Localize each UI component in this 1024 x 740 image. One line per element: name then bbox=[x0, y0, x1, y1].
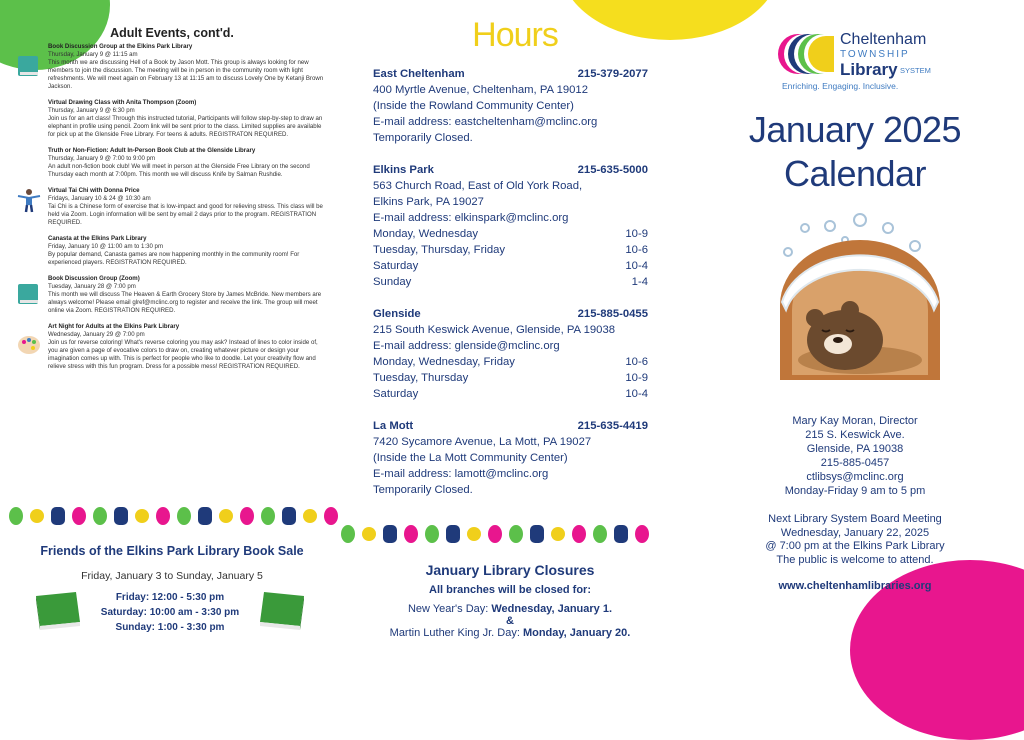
decorative-dot-border bbox=[340, 524, 650, 544]
decorative-dot-border bbox=[8, 506, 339, 526]
decorative-dot bbox=[508, 524, 524, 544]
closure-new-years bbox=[340, 603, 680, 615]
closed-book-icon bbox=[258, 592, 310, 630]
event-description: An adult non-fiction book club! We will meet in person at the Glenside Free Library on the second Thursday each month at 7:00pm. This month we will discuss Knife by Salman Rushdie. bbox=[48, 163, 310, 178]
meeting-line: @ 7:00 pm at the Elkins Park Library bbox=[765, 540, 945, 552]
branch-glenside bbox=[373, 306, 648, 402]
hours-days: Tuesday, Thursday bbox=[373, 372, 469, 384]
tai-chi-figure-icon bbox=[16, 187, 42, 213]
branch-phone: 215-635-4419 bbox=[577, 420, 648, 432]
closure-date: Wednesday, January 1. bbox=[491, 603, 613, 615]
branch-email: E-mail address: glenside@mclinc.org bbox=[373, 340, 560, 352]
branch-status: Temporarily Closed. bbox=[373, 484, 473, 496]
decorative-dot bbox=[445, 524, 461, 544]
decorative-dot bbox=[239, 506, 255, 526]
decorative-dot bbox=[340, 524, 356, 544]
decorative-dot bbox=[613, 524, 629, 544]
decorative-dot bbox=[361, 524, 377, 544]
meeting-line: The public is welcome to attend. bbox=[776, 553, 934, 566]
hours-days: Monday, Wednesday bbox=[373, 228, 479, 240]
decorative-dot bbox=[323, 506, 339, 526]
event-title: Book Discussion Group (Zoom) bbox=[48, 275, 140, 282]
decorative-dot bbox=[134, 506, 150, 526]
event-description: Join us for an art class! Through this instructed tutorial, Participants will follow step-by-step to draw an elephant in profile using pencil. Zoom link will be sent prior to the class. Limited supplies are available for pick up at the Glenside Free Library. For teens & adults. REGISTRATON REQUIRED. bbox=[48, 115, 323, 138]
branch-phone: 215-379-2077 bbox=[577, 68, 648, 80]
branch-line: 7420 Sycamore Avenue, La Mott, PA 19027 bbox=[373, 436, 592, 448]
calendar-title bbox=[720, 108, 990, 196]
event-title: Truth or Non-Fiction: Adult In-Person Book Club at the Glenside Library bbox=[48, 147, 256, 154]
hours-time: 10-4 bbox=[625, 388, 648, 400]
hours-days: Saturday bbox=[373, 388, 419, 400]
director-email: ctlibsys@mclinc.org bbox=[806, 471, 904, 483]
director-line: Glenside, PA 19038 bbox=[806, 443, 904, 455]
library-logo-mark bbox=[776, 32, 836, 76]
decorative-dot bbox=[29, 506, 45, 526]
logo-tagline: Enriching. Engaging. Inclusive. bbox=[782, 81, 899, 91]
event-title: Canasta at the Elkins Park Library bbox=[48, 235, 147, 242]
logo-library: Library bbox=[840, 60, 898, 79]
branch-line: Elkins Park, PA 19027 bbox=[373, 196, 484, 208]
director-line: Monday-Friday 9 am to 5 pm bbox=[784, 485, 926, 497]
hours-time: 10-9 bbox=[625, 228, 648, 240]
meeting-line: Wednesday, January 22, 2025 bbox=[780, 526, 930, 539]
hours-days: Saturday bbox=[373, 260, 419, 272]
book-sale-title: Friends of the Elkins Park Library Book Sale bbox=[40, 544, 304, 558]
hours-row bbox=[373, 242, 648, 258]
event-title: Virtual Tai Chi with Donna Price bbox=[48, 187, 140, 194]
decorative-dot bbox=[92, 506, 108, 526]
decorative-dot bbox=[155, 506, 171, 526]
hours-days: Monday, Wednesday, Friday bbox=[373, 356, 515, 368]
book-icon bbox=[16, 53, 42, 79]
decorative-dot bbox=[176, 506, 192, 526]
branch-phone: 215-635-5000 bbox=[577, 164, 648, 176]
director-line: 215 S. Keswick Ave. bbox=[805, 429, 905, 441]
adult-events-heading: Adult Events, cont'd. bbox=[110, 26, 234, 40]
hibernating-bear-illustration bbox=[770, 210, 950, 400]
branch-email: E-mail address: eastcheltenham@mclinc.org bbox=[373, 116, 598, 128]
closures-subtitle: All branches will be closed for: bbox=[429, 584, 591, 596]
hours-time: 10-6 bbox=[625, 356, 648, 368]
event-description: This month we are discussing Hell of a Book by Jason Mott. This group is always looking for new members to join the discussion. The meeting will be in person in the community room with light refreshments. We will meet again on February 13 at 11:15 am to discuss Lovely One by Ketanji Brown Jackson. bbox=[48, 59, 324, 90]
decorative-dot bbox=[197, 506, 213, 526]
branch-name: Elkins Park bbox=[373, 164, 434, 176]
decorative-dot bbox=[260, 506, 276, 526]
branch-line: (Inside the La Mott Community Center) bbox=[373, 452, 568, 464]
hours-time: 10-6 bbox=[625, 244, 648, 256]
decorative-dot bbox=[403, 524, 419, 544]
event-item bbox=[16, 147, 328, 179]
event-description: Join us for reverse coloring! What's reverse coloring you may ask? Instead of lines to color inside of, you are given a page of evocative colors to draw on, creating whatever picture or design your imagination comes up with. This is perfect for people who like to doodle. Let your creativity flow and relieve stress with this fun program. Dress for a possible mess! REGISTRATION REQUIRED. bbox=[48, 339, 318, 370]
event-date: Thursday, January 9 @ 11:15 am bbox=[48, 51, 138, 58]
event-date: Fridays, January 10 & 24 @ 10:30 am bbox=[48, 195, 151, 202]
website-link[interactable]: www.cheltenhamlibraries.org bbox=[778, 580, 932, 592]
decorative-dot bbox=[487, 524, 503, 544]
branch-phone: 215-885-0455 bbox=[577, 308, 648, 320]
event-description: Tai Chi is a Chinese form of exercise that is low-impact and good for relieving stress. This class will be held via Zoom. Login information will be sent by email 2 days prior to the program. REGISTRATION REQUIRED. bbox=[48, 203, 323, 226]
hours-time: 10-4 bbox=[625, 260, 648, 272]
decorative-dot bbox=[281, 506, 297, 526]
closed-book-icon bbox=[30, 592, 82, 630]
event-date: Thursday, January 9 @ 7:00 to 9:00 pm bbox=[48, 155, 156, 162]
branch-line: 563 Church Road, East of Old York Road, bbox=[373, 180, 583, 192]
branch-name: La Mott bbox=[373, 420, 414, 432]
calendar-title-line: January 2025 bbox=[748, 109, 962, 150]
book-sale-time: Saturday: 10:00 am - 3:30 pm bbox=[100, 607, 240, 618]
decorative-dot bbox=[550, 524, 566, 544]
calendar-title-line: Calendar bbox=[783, 153, 927, 194]
book-sale-time: Sunday: 1:00 - 3:30 pm bbox=[115, 622, 225, 633]
decorative-dot bbox=[382, 524, 398, 544]
hours-time: 1-4 bbox=[631, 276, 648, 288]
book-sale-times bbox=[80, 590, 260, 635]
branch-name: Glenside bbox=[373, 308, 421, 320]
branch-line: (Inside the Rowland Community Center) bbox=[373, 100, 574, 112]
hours-days: Sunday bbox=[373, 276, 412, 288]
closure-ampersand: & bbox=[506, 615, 514, 627]
event-date: Friday, January 10 @ 11:00 am to 1:30 pm bbox=[48, 243, 164, 250]
closure-label: New Year's Day: bbox=[407, 603, 492, 615]
event-item bbox=[16, 323, 328, 371]
event-description: By popular demand, Canasta games are now happening monthly in the community room! For experienced players. REGISTRATION REQUIRED. bbox=[48, 251, 300, 266]
event-date: Tuesday, January 28 @ 7:00 pm bbox=[48, 283, 136, 290]
director-line: 215-885-0457 bbox=[820, 457, 890, 469]
branch-la-mott bbox=[373, 418, 648, 498]
hours-row bbox=[373, 274, 648, 290]
book-sale-time: Friday: 12:00 - 5:30 pm bbox=[115, 592, 225, 603]
decorative-dot bbox=[529, 524, 545, 544]
event-item bbox=[16, 43, 328, 91]
decorative-dot bbox=[634, 524, 650, 544]
adult-events-column bbox=[16, 26, 328, 379]
book-sale-dates: Friday, January 3 to Sunday, January 5 bbox=[81, 570, 263, 582]
meeting-line: Next Library System Board Meeting bbox=[768, 513, 942, 525]
hours-heading: Hours bbox=[472, 16, 558, 54]
logo-township: TOWNSHIP bbox=[840, 49, 910, 60]
hours-time: 10-9 bbox=[625, 372, 648, 384]
decorative-dot bbox=[113, 506, 129, 526]
event-item bbox=[16, 187, 328, 227]
branch-status: Temporarily Closed. bbox=[373, 132, 473, 144]
decorative-dot bbox=[218, 506, 234, 526]
branch-line: 215 South Keswick Avenue, Glenside, PA 19038 bbox=[373, 324, 616, 336]
hours-days: Tuesday, Thursday, Friday bbox=[373, 244, 506, 256]
closure-label: Martin Luther King Jr. Day: bbox=[389, 627, 523, 639]
event-title: Book Discussion Group at the Elkins Park Library bbox=[48, 43, 193, 50]
decorative-dot bbox=[50, 506, 66, 526]
event-title: Virtual Drawing Class with Anita Thompson (Zoom) bbox=[48, 99, 197, 106]
book-icon bbox=[16, 281, 42, 307]
decorative-dot bbox=[8, 506, 24, 526]
logo-name: Cheltenham bbox=[840, 31, 927, 48]
closures-title: January Library Closures bbox=[425, 562, 595, 578]
branch-elkins-park bbox=[373, 162, 648, 290]
board-meeting-block bbox=[740, 513, 970, 567]
closure-date: Monday, January 20. bbox=[522, 627, 631, 639]
director-line: Mary Kay Moran, Director bbox=[792, 415, 918, 427]
branch-name: East Cheltenham bbox=[373, 68, 465, 80]
logo-system: SYSTEM bbox=[900, 66, 931, 75]
decorative-dot bbox=[302, 506, 318, 526]
decorative-dot bbox=[592, 524, 608, 544]
hours-row bbox=[373, 386, 648, 402]
branch-email: E-mail address: lamott@mclinc.org bbox=[373, 468, 549, 480]
hours-row bbox=[373, 226, 648, 242]
event-description: This month we will discuss The Heaven & Earth Grocery Store by James McBride. New members are always welcome! Please email glref@mclinc.org to register and receive the link. The group will meet online via Zoom. REGISTRATION REQUIRED. bbox=[48, 291, 322, 314]
branch-line: 400 Myrtle Avenue, Cheltenham, PA 19012 bbox=[373, 84, 588, 96]
event-date: Wednesday, January 29 @ 7:00 pm bbox=[48, 331, 145, 338]
event-title: Art Night for Adults at the Elkins Park Library bbox=[48, 323, 180, 330]
event-item bbox=[16, 235, 328, 267]
hours-row bbox=[373, 354, 648, 370]
director-contact-block bbox=[740, 414, 970, 498]
hours-row bbox=[373, 370, 648, 386]
decorative-dot bbox=[71, 506, 87, 526]
decorative-dot bbox=[466, 524, 482, 544]
branch-east-cheltenham bbox=[373, 66, 648, 146]
closure-mlk-day bbox=[340, 627, 680, 639]
decorative-dot bbox=[571, 524, 587, 544]
paint-palette-icon bbox=[16, 331, 42, 357]
decorative-dot bbox=[424, 524, 440, 544]
event-date: Thursday, January 9 @ 6:30 pm bbox=[48, 107, 135, 114]
event-item bbox=[16, 275, 328, 315]
hours-row bbox=[373, 258, 648, 274]
branch-email: E-mail address: elkinspark@mclinc.org bbox=[373, 212, 569, 224]
event-item bbox=[16, 99, 328, 139]
